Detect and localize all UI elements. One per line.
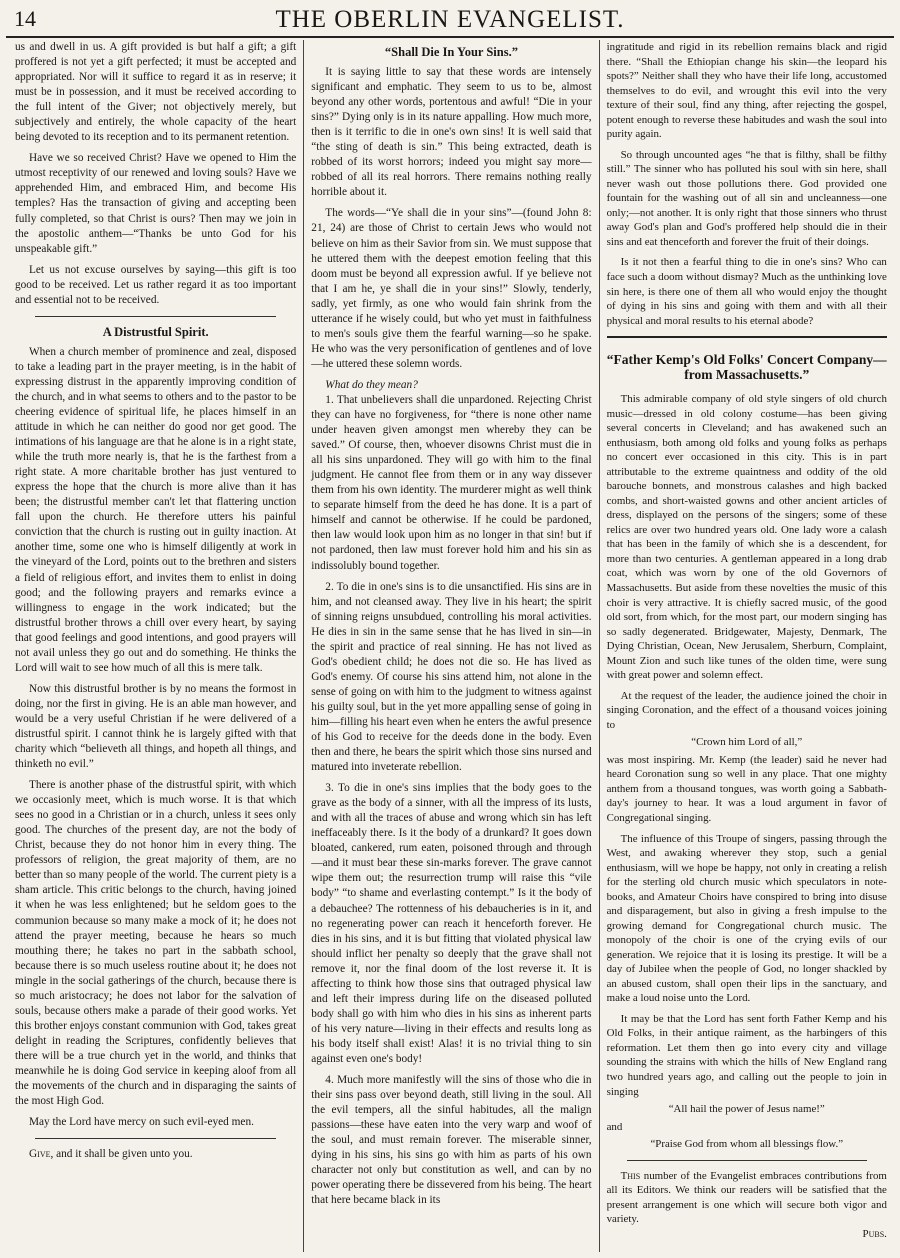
article-paragraph: Now this distrustful brother is by no means the formost in doing, nor the first in giving. He is an able man however, and would be a very useful Christian if he were delivered of a distrustful spirit. I cannot think he is largely gifted with that charity which “believeth all things, and hopeth all things, and thinketh no evil.” bbox=[15, 682, 297, 771]
divider bbox=[35, 1138, 276, 1139]
article-paragraph: 2. To die in one's sins is to die unsanctified. His sins are in him, and not cleansed away. They live in his heart; the spirit of sinning reigns unsubdued, controlling his moral activities. He dies in sin in the same sense that he has lived in sin—in the spirit and practice of real sinning. He has not lived as God's obedient child; he does not die so. He has lived as God's enemy. Of course his sins attend him, not alone in the sense of going on with him to the judgment to witness against his guilty soul, but in the yet more appalling sense of going in him—filling his heart even when he enters the awful presence of his God to receive for the deeds done in the body. Even then and there, he bears the spirit which those sins nursed and matured into inveterate rebellion. bbox=[311, 580, 592, 774]
publication-title: THE OBERLIN EVANGELIST. bbox=[275, 6, 625, 33]
editorial-note bbox=[607, 1169, 887, 1227]
closing-line bbox=[15, 1147, 296, 1162]
question-text: What do they mean? bbox=[325, 378, 418, 391]
divider bbox=[607, 336, 887, 338]
closing-rest: , and it shall be given unto you. bbox=[50, 1148, 193, 1161]
article-paragraph: So through uncounted ages “he that is filthy, shall be filthy still.” The sinner who has polluted his soul with sin here, shall never wash out those pollutions there. God provided one fountain for the washing out of all sin and uncleanness—one only;—not another. It is only right that those sinners who thrust away God's plan and God's proffered help should die in their sins and eat thenceforth and forever the fruit of their doings. bbox=[606, 148, 887, 248]
article-paragraph: 3. To die in one's sins implies that the body goes to the grave as the body of a sinner, with all the impress of its lusts, and with all the traces of abuse and wrong which sin has left ineffaceably there. Is it the body of a drunkard? It goes down bloated, cankered, rum eaten, poisoned through and through—and it must bear these sin-marks forever. The grave cannot wipe them out; the resurrection trump will raise this “vile body” “to shame and everlasting contempt.” Is it the body of a debauchee? The rottenness of his debaucheries is in it, and no regenerating power can reach it henceforth forever. He dies in his sins, and it is but fitting that violated physical law should inflict her penalty so deeply that the grave shall not remove it, nor the final doom of the lost reverse it. It is affecting to think how those sins that outraged physical law and left their impress during life on the diseased polluted body shall go with him who dies in his sins as inherent parts of his very nature—living in their effects and results long as his body itself shall exist! Alas! it is no trivial thing to sin against even one's body! bbox=[311, 782, 592, 1065]
hymn-quote: “Praise God from whom all blessings flow.” bbox=[650, 1138, 844, 1151]
hymn-quote: “All hail the power of Jesus name!” bbox=[668, 1103, 825, 1116]
article-paragraph: It is saying little to say that these words are intensely significant and emphatic. They seem to us to be, almost beyond any other words, portentous and awful! “Die in your sins?” Dying only is in its nature appalling. How much more, then is it terrific to die in one's own sins! It is well said that “the sting of death is sin.” This being extracted, death is robbed of its worst horrors; indeed you might say more—robbed of all its real horrors. There remains nothing really horrible about it. bbox=[311, 66, 592, 199]
article-heading: A Distrustful Spirit. bbox=[102, 324, 209, 339]
article-paragraph: At the request of the leader, the audience joined the choir in singing Coronation, and the effect of a thousand voices joining to bbox=[606, 689, 887, 731]
article-paragraph: The influence of this Troupe of singers, passing through the West, and awaking wherever they stop, such a genial enthusiasm, will we hope be happy, not only in creating a relish for the sterling old church music which speculators in note-books, and Amateur Choirs have conspired to bring into disuse and disparagement, but also in giving a fresh impulse to the growing demand for Congregational church music. The monopoly of the choir is one of the crying evils of our generation. We rejoice that it is losing its prestige. It will be a day of Jubilee when the people of God, no longer shackled by an abused custom, shall open their lips in the sanctuary, and make a loud noise unto the Lord. bbox=[606, 832, 887, 1005]
article-paragraph: There is another phase of the distrustful spirit, with which we occasionly meet, which is much worse. It is that which sees no good in a Christian or in a church, unless it sees only good. The churches of the present day, are not the body of Christ, because they do not honor him in every thing. The professors of religion, the great majority of them, are no better than so many people of the world. The current piety is a sham article. This critic belongs to the church, having joined it when he was less enlightened; but he seldom goes to the communion because so many make a mock of it; he does not attend the prayer meeting, because he hears so much mouthing there; he takes no part in the sabbath school, because there is so much useless routine about it; he does not mingle in the social gatherings of the church, because there is so much aristocracy; he does not labor for the salvation of souls, because others make a parade of their good works. Yet this brother enjoys constant communion with God, takes great delight in reading the Scriptures, confidently believes that there will be a true church yet in the world, and thinks that meanwhile he is doing God service in keeping aloof from all the movements of the church and in disparaging the saints of the most High God. bbox=[15, 779, 297, 1108]
signature: Pubs. bbox=[862, 1227, 887, 1240]
page-number: 14 bbox=[14, 6, 36, 31]
article-paragraph: was most inspiring. Mr. Kemp (the leader) said he never had heard Coronation sung so well in any place. That one mighty anthem from a thousand tongues, was worth going a Sabbath-day's journey to hear. It was a loud argument in favor of Congregational singing. bbox=[606, 753, 887, 824]
article-paragraph: Have we so received Christ? Have we opened to Him the utmost receptivity of our renewed and loving souls? Have we apprehended Him, and embraced Him, and become His temples? Has the transaction of giving and accepting been fully completed, so that Christ is ours? Then may we join in the apostolic anthem—“Thanks be unto God for his unspeakable gift.” bbox=[15, 152, 297, 255]
divider bbox=[627, 1160, 867, 1161]
hymn-quote: “Crown him Lord of all,” bbox=[691, 736, 803, 749]
note-text: number of the Evangelist embraces contributions from all its Editors. We think our readers will be satisfied that the present arrangement is one which will secure both vigor and variety. bbox=[606, 1169, 887, 1226]
article-paragraph: us and dwell in us. A gift provided is but half a gift; a gift proffered is not yet a gift perfected; it must be accepted and appropriated. Nor will it suffice to regard it as in reserve; it must be in possession, and it must be received according to the full intent of the Giver; not objectively merely, but subjectively and entirely, the whole capacity of the heart being devoted to its reception and to its permanent retention. bbox=[15, 41, 297, 144]
columns bbox=[8, 40, 894, 1252]
article-paragraph: ingratitude and rigid in its rebellion remains black and rigid there. “Shall the Ethiopian change his skin—the leopard his spots?” Neither shall they who have their life long, accustomed themselves to do evil, and wrought this evil into the very texture of their soul, find any thing, after rejecting the gospel, potent enough to reverse these habitudes and wash the soul into purity again. bbox=[606, 41, 887, 141]
article-paragraph: This admirable company of old style singers of old church music—dressed in old colony costume—has been giving several concerts in Cleveland; and has awakened such an enthusiasm, both among old folks and young folks as perhaps no concert ever occasioned in this city. This is in part attributable to the extreme quaintness and oddity of the old barouche bonnets, and monstrous calashes and high backed combs, and short-waisted gowns and other ancient articles of dress, displayed on the persons of the singers; some of these relics are over two hundred years old. One lady wore a calash that has been in the family of which she is a descendent, for more than two centuries. A gentleman appeared in a long drab coat, which was worn by one of the old Governors of Massachusetts. But aside from these novelties the music of this choir is very attractive. It is chiefly sacred music, of the good old sort, from which, for the most part, our modern singing has so sadly degenerated. Bridgewater, Majesty, Denmark, The Dying Christian, Ocean, New Jerusalem, Sherburn, Complaint, Mount Zion and such like tunes of the olden time, were sung with great power and solemn effect. bbox=[606, 393, 887, 682]
masthead bbox=[6, 4, 894, 38]
article-paragraph: It may be that the Lord has sent forth Father Kemp and his Old Folks, in their antique raiment, as the harbingers of this reformation. Let them then go into every city and village sounding the strains with which the hills of New England rang two hundred years ago, and calling out the people to join in singing bbox=[606, 1012, 887, 1098]
article-heading: “Father Kemp's Old Folks' Concert Company—from Massachusetts.” bbox=[606, 352, 887, 383]
column-1 bbox=[8, 40, 303, 1252]
article-heading: “Shall Die In Your Sins.” bbox=[384, 45, 518, 59]
article-paragraph: The words—“Ye shall die in your sins”—(found John 8: 21, 24) are those of Christ to certain Jews who would not believe on him as their Savior from sin. We must suppose that he uttered them with the deepest emotion feeling that this doom must be beyond all expression awful. If ye believe not that I am he, ye shall die in your sins!” Slowly, tenderly, sadly, yet firmly, as one who would fain shrink from the utterance if he wisely could, but who yet must in faithfulness to men's souls give them the fearful warning—so he spake. He who was the very personification of gentlenes and of love—he uttered these solemn words. bbox=[311, 207, 592, 370]
closing-lead: Give bbox=[29, 1148, 51, 1161]
article-paragraph: Is it not then a fearful thing to die in one's sins? Who can face such a doom without dismay? Much as the unthinking love sin here, is there one of them all who would enjoy the thought of dying in his sins and going with them and with all their physical and moral results to his eternal abode? bbox=[606, 256, 887, 327]
article-paragraph: 1. That unbelievers shall die unpardoned. Rejecting Christ they can have no forgiveness, for “there is none other name under heaven given amongst men whereby they can be saved.” Of course, then, whoever disowns Christ must die in all his sins unpardoned. They will go with him to the final judgment. He cannot flee from them or in any way dissever them from his own identity. The murderer might as well think to separate himself from the deed he has done. It is a part of himself and cannot be otherwise. If he could be pardoned, then law would look upon him as no longer in that sin! but if not pardoned, then law must forever hold him and his sin as indissolubly bound together. bbox=[311, 393, 592, 572]
article-paragraph: When a church member of prominence and zeal, disposed to take a leading part in the prayer meeting, is in the habit of expressing distrust in the apparently improving condition of the church, and in what seems to others and to the pastor to be cheering evidence of spiritual life, he places himself in an attitude in which he can neither do good nor get good. The intimations of his language are that he alone is in a right state, while the truth more nearly is, that he is the farthest from a right state. A more charitable brother has just ventured to express the hope that the church is more alive than it has been; the distrustful member can't let that flattering unction fall upon the church. He therefore utters his painful conviction that the church is rusting out in guilty inaction. At another time, some one who is himself diligently at work in the vineyard of the Lord, points out to the brethren and sisters a field of religious effort, and invites them to enlist in doing good; and the following prayers and remarks evince a willingness to engage in the work indicated; but the distrustful brother throws a chill over every heart, by saying that good feelings and good intentions, and good prayers will not avail unless they go out and do something. He thinks the Lord will wait to see how much of all this is mere talk. bbox=[15, 345, 297, 674]
article-paragraph: 4. Much more manifestly will the sins of those who die in their sins pass over beyond death, still living in the soul. All the evil tempers, all the sinful habitudes, all the malign passions—these have eaten into the very warp and woof of the soul, and must remain forever. The miserable sinner, dying in his sins, his sins go with him as parts of his own character not only but constitution as well, and can by no power operating there be dissevered from his being. The heart that here became black in its bbox=[311, 1074, 592, 1207]
divider bbox=[35, 316, 276, 317]
article-paragraph: May the Lord have mercy on such evil-eyed men. bbox=[29, 1116, 254, 1129]
column-3 bbox=[599, 40, 894, 1252]
article-paragraph: Let us not excuse ourselves by saying—this gift is too good to be received. Let us rather regard it as too important and essential not to be received. bbox=[15, 263, 297, 306]
note-lead: This bbox=[620, 1169, 641, 1182]
conjunction: and bbox=[606, 1120, 623, 1133]
article-subheading bbox=[311, 378, 591, 393]
column-2 bbox=[303, 40, 598, 1252]
